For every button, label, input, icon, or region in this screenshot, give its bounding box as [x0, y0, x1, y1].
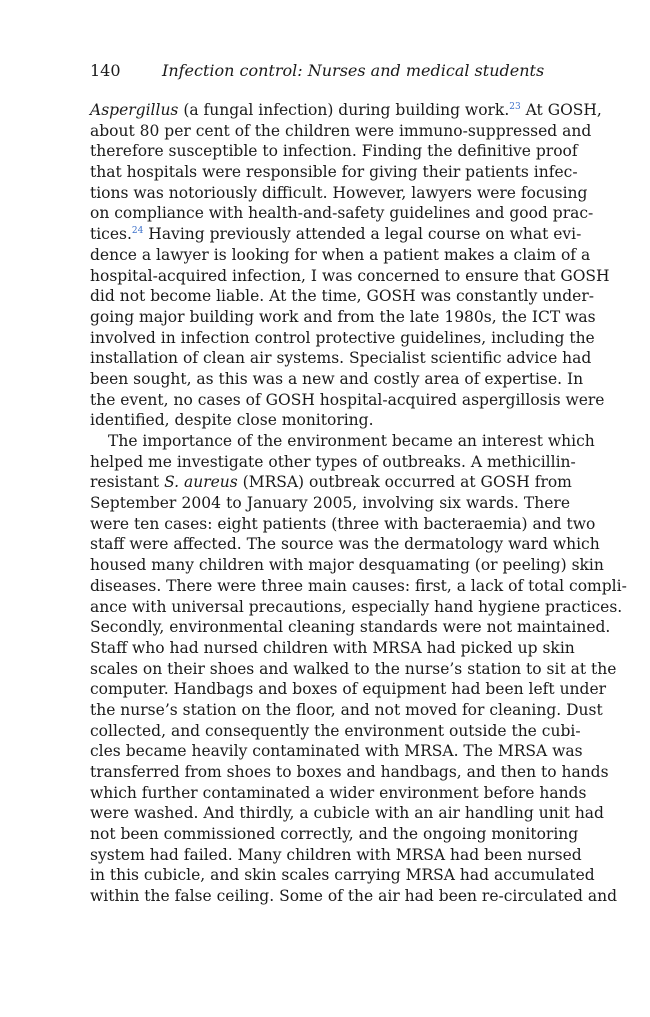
text-line: were washed. And thirdly, a cubicle with an air handling unit had	[90, 804, 604, 823]
text-line: identified, despite close monitoring.	[90, 411, 374, 430]
paragraph-1	[90, 100, 610, 431]
text-line: dence a lawyer is looking for when a patient makes a claim of a	[90, 245, 591, 264]
text-line: system had failed. Many children with MRSA had been nursed	[90, 845, 582, 864]
running-title: Infection control: Nurses and medical students	[162, 61, 545, 80]
paragraph-2	[90, 431, 627, 907]
text-line: in this cubicle, and skin scales carrying MRSA had accumulated	[90, 866, 595, 885]
text-line: Aspergillus (a fungal infection) during building work.$^{23}$ At GOSH,	[90, 101, 602, 119]
text-line: installation of clean air systems. Specialist scientific advice had	[90, 349, 592, 368]
italic-term: S. aureus	[164, 473, 238, 492]
text-line: the event, no cases of GOSH hospital-acquired aspergillosis were	[90, 390, 605, 409]
text-line: housed many children with major desquamating (or peeling) skin	[90, 556, 604, 575]
text-line: about 80 per cent of the children were immuno-suppressed and	[90, 121, 592, 140]
text-line: tices.$^{24}$ Having previously attended a legal course on what evi-	[90, 225, 582, 244]
footnote-ref[interactable]: 24	[131, 226, 144, 237]
text-line: helped me investigate other types of outbreaks. A methicillin-	[90, 452, 576, 471]
text-line: therefore susceptible to infection. Finding the definitive proof	[90, 142, 578, 161]
running-head	[90, 60, 570, 82]
text-line: were ten cases: eight patients (three with bacteraemia) and two	[90, 514, 596, 533]
text-line: which further contaminated a wider environment before hands	[90, 783, 587, 802]
text-line: cles became heavily contaminated with MRSA. The MRSA was	[90, 742, 583, 761]
text-line: going major building work and from the late 1980s, the ICT was	[90, 307, 596, 326]
text-line: that hospitals were responsible for giving their patients infec-	[90, 163, 578, 182]
text-line: hospital-acquired infection, I was concerned to ensure that GOSH	[90, 266, 610, 285]
text-line: computer. Handbags and boxes of equipment had been left under	[90, 680, 607, 699]
text-line: September 2004 to January 2005, involving six wards. There	[90, 494, 570, 513]
book-page	[90, 60, 627, 907]
text-line: been sought, as this was a new and costly area of expertise. In	[90, 369, 584, 388]
text-line: transferred from shoes to boxes and handbags, and then to hands	[90, 763, 609, 781]
text-line: diseases. There were three main causes: first, a lack of total compli-	[90, 576, 627, 595]
text-line: did not become liable. At the time, GOSH was constantly under-	[90, 287, 594, 306]
page-number: 140	[90, 61, 121, 80]
text-line: involved in infection control protective guidelines, including the	[90, 328, 595, 347]
italic-term: Aspergillus	[90, 101, 179, 119]
text-line: ance with universal precautions, especially hand hygiene practices.	[90, 597, 623, 616]
body-text	[90, 100, 627, 907]
text-line: not been commissioned correctly, and the ongoing monitoring	[90, 825, 579, 844]
text-line: The importance of the environment became an interest which	[108, 432, 595, 450]
text-line: resistant S. aureus (MRSA) outbreak occurred at GOSH from	[90, 473, 572, 492]
text-line: Secondly, environmental cleaning standards were not maintained.	[90, 618, 611, 637]
text-line: staff were affected. The source was the dermatology ward which	[90, 535, 600, 554]
footnote-ref[interactable]: 23	[509, 102, 521, 112]
text-line: Staff who had nursed children with MRSA had picked up skin	[90, 638, 575, 657]
text-line: on compliance with health-and-safety guidelines and good prac-	[90, 204, 594, 223]
text-line: tions was notoriously difficult. However, lawyers were focusing	[90, 183, 588, 202]
text-line: the nurse’s station on the floor, and not moved for cleaning. Dust	[90, 700, 603, 719]
text-line: scales on their shoes and walked to the nurse’s station to sit at the	[90, 659, 617, 678]
text-line: within the false ceiling. Some of the air had been re-circulated and	[90, 887, 618, 906]
text-line: collected, and consequently the environment outside the cubi-	[90, 721, 581, 740]
